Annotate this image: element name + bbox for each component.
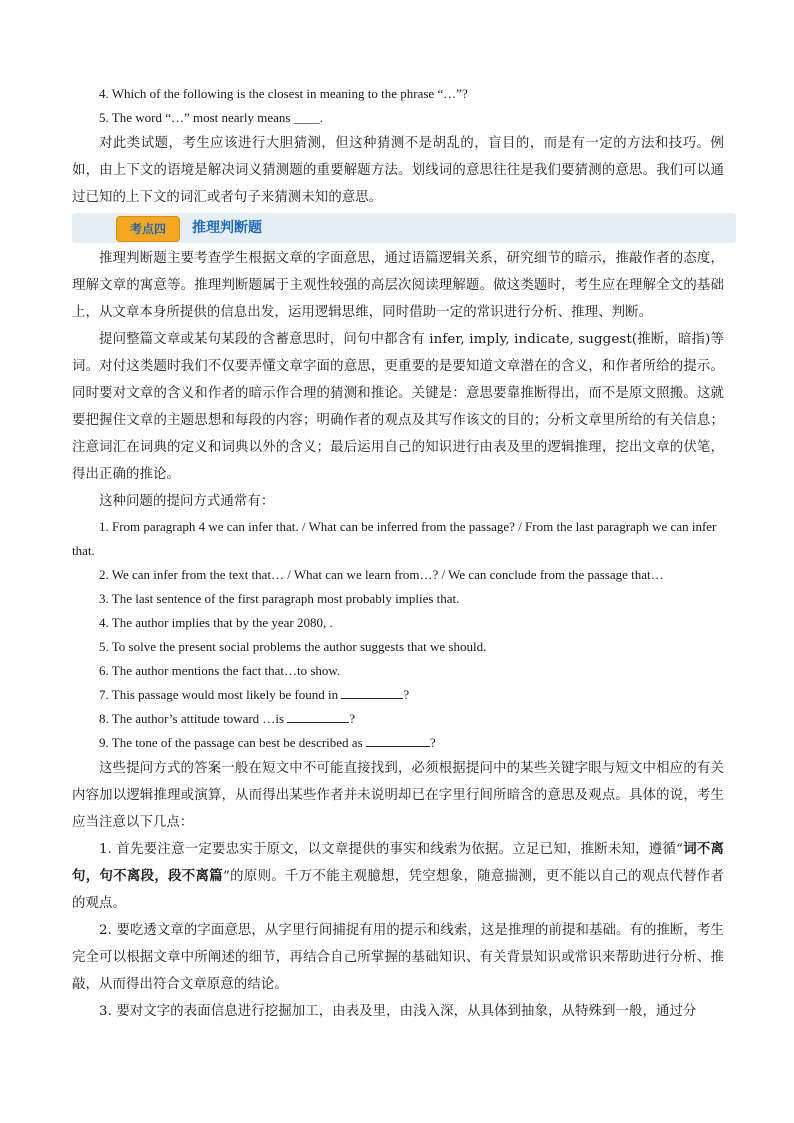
question-form-item: 7. This passage would most likely be found in ? [99, 687, 410, 702]
intro-paragraph: 推理判断题主要考查学生根据文章的字面意思，通过语篇逻辑关系，研究细节的暗示，推敲作者的态度，理解文章的寓意等。推理判断题属于主观性较强的高层次阅读理解题。做这类题时，考生应在理解全文的基础上，从文章本身所提供的信息出发，运用逻辑思维，同时借助一定的常识进行分析、推理、判断。 [72, 251, 724, 320]
question-form-item: 1. From paragraph 4 we can infer that. / What can be inferred from the passage? / From the last paragraph we can infer that. [72, 519, 717, 558]
question-item: 4. Which of the following is the closest in meaning to the phrase “…”? [99, 86, 468, 101]
point-3: 3. 要对文字的表面信息进行挖掘加工，由表及里，由浅入深，从具体到抽象，从特殊到一般，通过分 [99, 1004, 697, 1019]
answer-blank [366, 736, 430, 747]
point-1: 1. 首先要注意一定要忠实于原文，以文章提供的事实和线索为依据。立足已知，推断未知，遵循“词不离句，句不离段，段不离篇”的原则。千万不能主观臆想，凭空想象，随意揣测，更不能以自己的观点代替作者的观点。 [72, 841, 724, 911]
question-form-item: 5. To solve the present social problems the author suggests that we should. [99, 639, 487, 654]
point-2: 2. 要吃透文章的字面意思，从字里行间捕捉有用的提示和线索，这是推理的前提和基础。有的推断，考生完全可以根据文章中所阐述的细节，再结合自己所掌握的基础知识、有关背景知识或常识来帮助进行分析、推敲，从而得出符合文章原意的结论。 [72, 923, 724, 992]
question-form-item: 4. The author implies that by the year 2080, . [99, 615, 333, 630]
section-title: 推理判断题 [192, 220, 262, 236]
question-form-item: 9. The tone of the passage can best be described as ? [99, 735, 436, 750]
intro-paragraph: 提问整篇文章或某句某段的含蓄意思时，问句中都含有 infer, imply, indicate, suggest(推断，暗指)等词。对付这类题时我们不仅要弄懂文章字面的意思，更重要的是要知道文章潜在的含义，和作者所给的提示。同时要对文章的含义和作者的暗示作合理的猜测和推论。关键是：意思要靠推断得出，而不是原文照搬。这就要把握住文章的主题思想和每段的内容；明确作者的观点及其写作该文的目的；分析文章里所给的有关信息；注意词汇在词典的定义和词典以外的含义；最后运用自己的知识进行由表及里的逻辑推理，挖出文章的伏笔，得出正确的推论。 [72, 332, 724, 482]
question-form-item: 6. The author mentions the fact that…to show. [99, 663, 341, 678]
document-page [72, 82, 724, 1025]
intro-paragraph: 这种问题的提问方式通常有： [99, 494, 275, 509]
question-form-item: 3. The last sentence of the first paragraph most probably implies that. [99, 591, 460, 606]
section-badge: 考点四 [116, 216, 180, 242]
answer-blank [287, 712, 349, 723]
question-form-item: 2. We can infer from the text that… / What can we learn from…? / We can conclude from the passage that… [99, 567, 664, 582]
answer-intro-paragraph: 这些提问方式的答案一般在短文中不可能直接找到，必须根据提问中的某些关键字眼与短文中相应的有关内容加以逻辑推理或演算，从而得出某些作者并未说明却已在字里行间所暗含的意思及观点。具体的说，考生应当注意以下几点： [72, 761, 724, 830]
section-heading-bar [72, 213, 736, 243]
vocab-tip-paragraph: 对此类试题，考生应该进行大胆猜测，但这种猜测不是胡乱的，盲目的，而是有一定的方法和技巧。例如，由上下文的语境是解决词义猜测题的重要解题方法。划线词的意思往往是我们要猜测的意思。我们可以通过已知的上下文的词汇或者句子来猜测未知的意思。 [72, 136, 724, 205]
question-item: 5. The word “…” most nearly means ____. [99, 110, 323, 125]
answer-blank [341, 688, 403, 699]
question-form-item: 8. The author’s attitude toward …is ? [99, 711, 356, 726]
